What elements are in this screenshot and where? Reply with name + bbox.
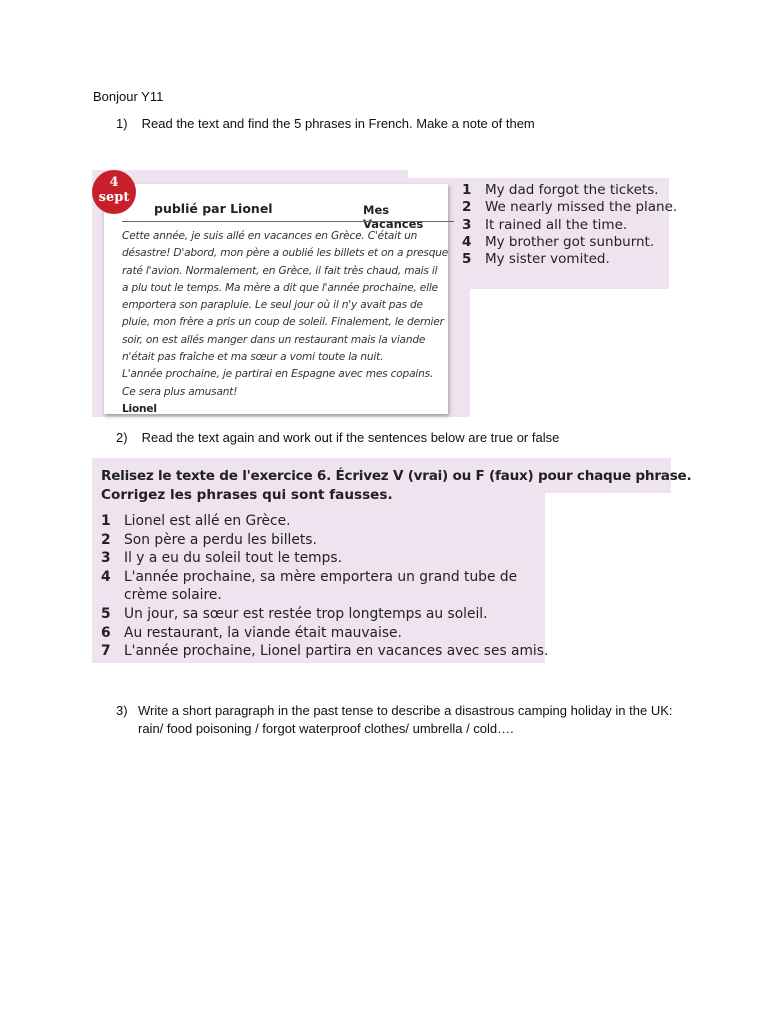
item-text: L'année prochaine, Lionel partira en vacances avec ses amis. [124,643,549,660]
list-item [101,512,541,531]
list-item [462,217,667,234]
item-text: My brother got sunburnt. [485,233,655,250]
date-badge [92,170,136,214]
divider [122,221,454,222]
item-number: 4 [462,233,472,250]
blog-body [122,228,452,418]
blog-line: Ce sera plus amusant! [122,385,238,398]
list-item [462,182,667,199]
list-item [462,251,667,268]
item-number: 2 [101,531,111,548]
item-text: My dad forgot the tickets. [485,182,659,198]
date-day: 4 [109,175,119,190]
question-number: 3) [116,703,128,718]
question-text: Read the text again and work out if the sentences below are true or false [141,430,560,445]
item-number: 4 [101,568,111,585]
question-3 [116,702,696,738]
blog-line: désastre! D'abord, mon père a oublié les billets et on a presque [122,247,449,260]
blog-line: soir, on est allés manger dans un restaurant mais la viande [122,333,426,346]
blog-author: publié par Lionel [154,201,273,216]
item-number: 5 [462,251,472,268]
blog-title: Mes Vacances [363,203,424,231]
exercise-1-figure [92,170,678,417]
item-text: Lionel est allé en Grèce. [124,513,291,529]
item-text: Il y a eu du soleil tout le temps. [124,550,342,567]
item-text: My sister vomited. [485,251,610,268]
instruction-line: Relisez le texte de l'exercice 6. Écrivez V (vrai) ou F (faux) pour chaque phrase. [101,468,692,484]
list-item [101,642,549,661]
list-item [101,624,541,643]
exercise-2-instructions [101,467,692,505]
blog-line: a plu tout le temps. Ma mère a dit que l'année prochaine, elle [122,281,438,294]
list-item [101,568,524,605]
question-number: 1) [116,116,128,131]
question-text: Write a short paragraph in the past tense to describe a disastrous camping holiday in the UK: [138,703,673,718]
list-item [462,234,667,251]
instruction-line: Corrigez les phrases qui sont fausses. [101,487,393,503]
list-item [101,549,541,568]
blog-line: Cette année, je suis allé en vacances en Grèce. C'était un [122,230,418,242]
blog-line: L'année prochaine, je partirai en Espagne avec mes copains. [122,368,434,381]
item-number: 5 [101,605,111,622]
greeting: Bonjour Y11 [93,89,164,104]
item-number: 7 [101,643,111,660]
statement-list [101,512,549,661]
question-text: Read the text and find the 5 phrases in French. Make a note of them [141,116,535,131]
question-2 [116,429,676,447]
item-text: Un jour, sa sœur est restée trop longtemps au soleil. [124,605,488,622]
phrase-list [462,182,678,268]
list-item [101,531,541,550]
blog-line: emportera son parapluie. Le seul jour où il n'y avait pas de [122,299,423,312]
blog-signature: Lionel [122,402,157,415]
blog-line: raté l'avion. Normalement, en Grèce, il fait très chaud, mais il [122,264,438,277]
item-number: 3 [462,216,472,233]
item-number: 1 [462,182,472,198]
item-text: Au restaurant, la viande était mauvaise. [124,624,402,641]
list-item [462,199,678,216]
item-number: 2 [462,199,472,216]
date-month: sept [98,190,130,205]
item-text: Son père a perdu les billets. [124,531,317,548]
question-1 [116,115,676,133]
item-text: L'année prochaine, sa mère emportera un grand tube de crème solaire. [124,568,518,604]
list-item [101,605,541,624]
blog-line: pluie, mon frère a pris un coup de soleil. Finalement, le dernier [122,316,444,329]
item-number: 6 [101,624,111,641]
item-text: We nearly missed the plane. [485,199,678,216]
question-number: 2) [116,430,128,445]
blog-line: n'était pas fraîche et ma sœur a vomi toute la nuit. [122,351,384,364]
question-text-continued: rain/ food poisoning / forgot waterproof clothes/ umbrella / cold…. [138,721,514,736]
item-number: 1 [101,513,111,529]
blog-post-card [104,184,448,414]
item-text: It rained all the time. [485,216,628,233]
item-number: 3 [101,550,111,567]
